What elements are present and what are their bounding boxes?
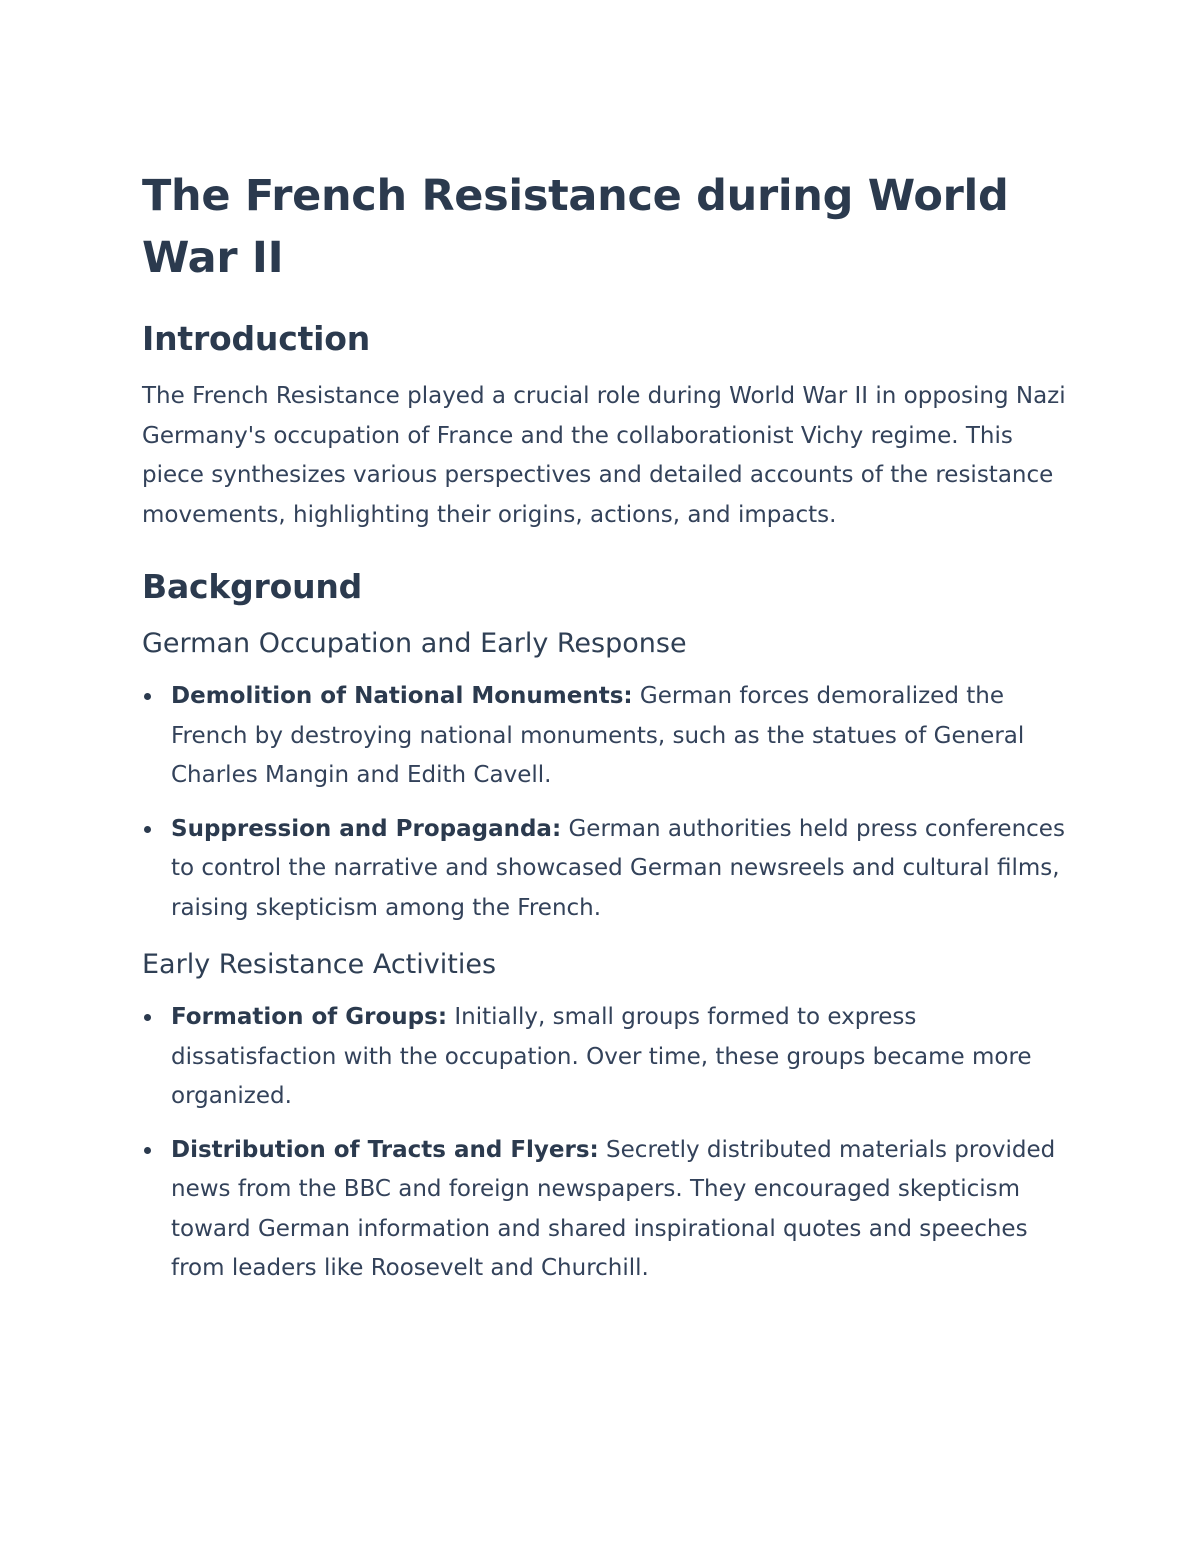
section-heading-background: Background (142, 567, 363, 606)
section-introduction (142, 317, 1067, 535)
list-item-label: Formation of Groups: (171, 1004, 448, 1030)
list-item (142, 1131, 1067, 1289)
bullet-icon (144, 1147, 151, 1154)
list-item-text: German forces demoralized the French by destroying national monuments, such as the statues of General Charles Mangin and Edith Cavell. (171, 683, 1025, 788)
list-item (142, 998, 1067, 1117)
subsection-heading-german-occupation: German Occupation and Early Response (142, 628, 687, 659)
list-item (142, 810, 1067, 929)
list-item-label: Suppression and Propaganda: (171, 815, 562, 842)
list-item-label: Distribution of Tracts and Flyers: (171, 1136, 599, 1163)
list-item-text: German authorities held press conferences to control the narrative and showcased German newsreels and cultural films, raising skepticism among the French. (171, 815, 1065, 921)
section-heading-introduction: Introduction (142, 319, 371, 358)
bullet-list-early-resistance (142, 998, 1067, 1289)
document-page (142, 165, 1067, 1307)
subsection-heading-early-resistance: Early Resistance Activities (142, 949, 497, 980)
list-item-text: Secretly distributed materials provided news from the BBC and foreign newspapers. They encouraged skepticism toward German information and shared inspirational quotes and speeches from leaders like Roosevelt and Churchill. (171, 1136, 1056, 1281)
list-item (142, 677, 1067, 796)
list-item-label: Demolition of National Monuments: (171, 683, 633, 709)
bullet-list-german-occupation (142, 677, 1067, 928)
document-title: The French Resistance during World War II (142, 171, 1009, 283)
introduction-paragraph: The French Resistance played a crucial role during World War II in opposing Nazi Germany's occupation of France and the collaborationist Vichy regime. This piece synthesizes various perspectives and detailed accounts of the resistance movements, highlighting their origins, actions, and impacts. (142, 383, 1066, 528)
list-item-text: Initially, small groups formed to express dissatisfaction with the occupation. Over time, these groups became more organized. (171, 1004, 1032, 1109)
bullet-icon (144, 826, 151, 833)
section-background (142, 565, 1067, 1289)
bullet-icon (144, 693, 151, 700)
bullet-icon (144, 1014, 151, 1021)
